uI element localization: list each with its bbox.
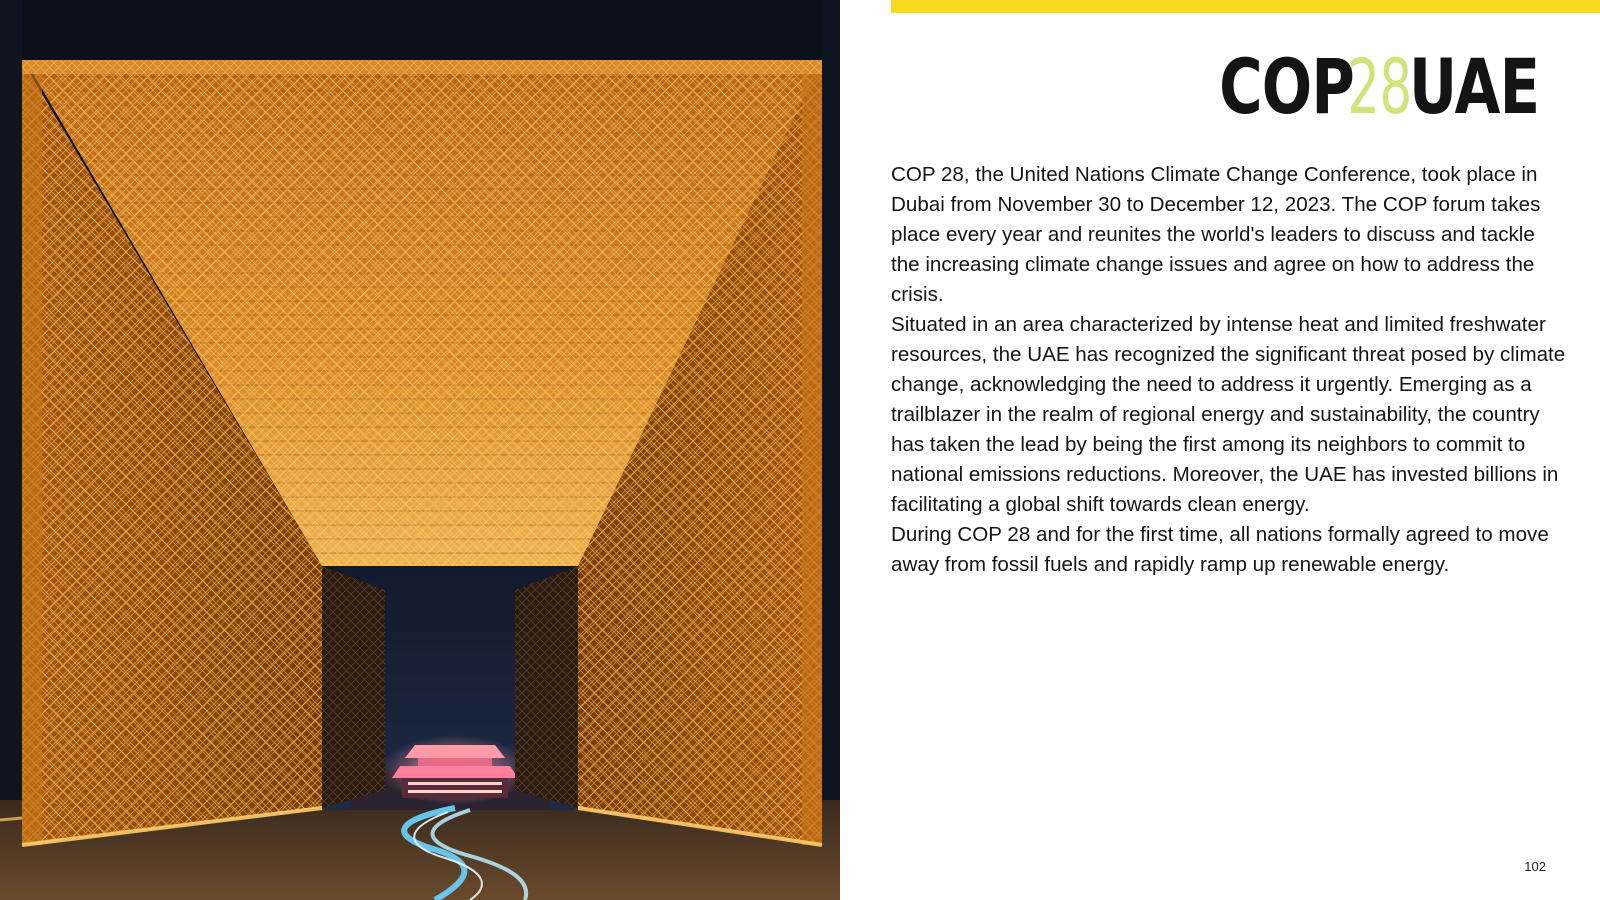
paragraph-agreement: During COP 28 and for the first time, all nations formally agreed to move away from fossil fuels and rapidly ramp up renewable energy. bbox=[891, 523, 1549, 576]
accent-bar bbox=[891, 0, 1600, 13]
page-number: 102 bbox=[1524, 859, 1546, 874]
logo-cop-text: COP bbox=[1219, 42, 1355, 131]
paragraph-intro: COP 28, the United Nations Climate Change Conference, took place in Dubai from November 30 to December 12, 2023. The COP forum takes place every year and reunites the world's leaders to discuss and tackle the increasing climate change issues and agree on how to address the crisis. bbox=[891, 163, 1541, 306]
body-text bbox=[891, 160, 1566, 580]
logo-country-text: UAE bbox=[1408, 42, 1540, 131]
cop28-uae-logo bbox=[1181, 42, 1550, 131]
paragraph-uae-context: Situated in an area characterized by intense heat and limited freshwater resources, the UAE has recognized the significant threat posed by climate change, acknowledging the need to address it urgently. Emerging as a trailblazer in the realm of regional energy and sustainability, the country has taken the lead by being the first among its neighbors to commit to national emissions reductions. Moreover, the UAE has invested billions in facilitating a global shift towards clean energy. bbox=[891, 313, 1566, 516]
logo-number-text: 28 bbox=[1347, 42, 1412, 131]
